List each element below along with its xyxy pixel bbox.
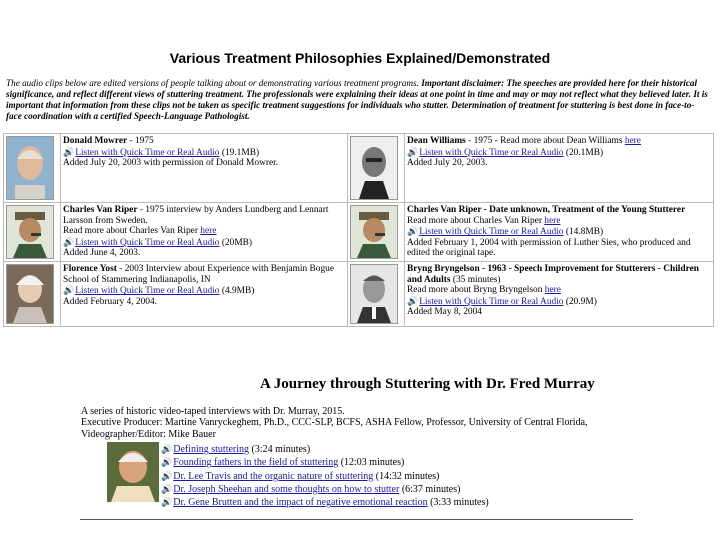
entry-description: - 1975 interview by Anders Lundberg and Lennart Larsson from Sweden.: [63, 205, 329, 226]
read-more-text: Read more about Charles Van Riper: [63, 226, 201, 237]
speaker-icon: 🔊: [161, 497, 173, 508]
file-size: (20.1MB): [565, 147, 604, 158]
video-list: [161, 443, 489, 509]
speaker-name: Charles Van Riper: [63, 205, 138, 215]
read-more-text: Read more about Bryng Bryngelson: [407, 285, 545, 296]
photo-cell: [4, 262, 61, 327]
video-duration: (6:37 minutes): [401, 483, 461, 495]
photo-cell: [348, 262, 405, 327]
photo-cell: [348, 203, 405, 262]
list-item: [161, 443, 489, 456]
entry-description: - 1975 - Read more about Dean Williams: [465, 136, 625, 146]
listen-link[interactable]: Listen with Quick Time or Real Audio: [419, 227, 564, 238]
read-more-link[interactable]: here: [624, 136, 641, 146]
entry-description: (35 minutes): [450, 274, 501, 285]
divider: [80, 519, 633, 520]
speaker-icon: 🔊: [407, 226, 419, 237]
speaker-icon: 🔊: [63, 285, 75, 296]
portrait-photo: [350, 205, 398, 259]
added-date: Added February 4, 2004.: [63, 296, 157, 307]
video-duration: (14:32 minutes): [375, 470, 440, 482]
listen-link[interactable]: Listen with Quick Time or Real Audio: [75, 237, 220, 248]
speaker-name: Donald Mowrer: [63, 136, 128, 146]
video-link[interactable]: Dr. Lee Travis and the organic nature of stuttering: [173, 470, 374, 482]
murray-photo: [107, 442, 159, 502]
disclaimer-label: Important disclaimer:: [421, 78, 505, 88]
list-item: [161, 496, 489, 509]
table-row: [4, 134, 714, 203]
table-row: [4, 262, 714, 327]
clip-entry: [405, 203, 714, 262]
speaker-name: Dean Williams: [407, 136, 466, 146]
read-more-link[interactable]: here: [544, 285, 561, 296]
video-link[interactable]: Founding fathers in the field of stuttering: [173, 457, 339, 469]
section-title: A Journey through Stuttering with Dr. Fred Murray: [260, 376, 595, 392]
clip-entry: [61, 262, 348, 327]
file-size: (4.9MB): [221, 286, 255, 297]
video-duration: (3:33 minutes): [430, 497, 489, 509]
video-link[interactable]: Defining stuttering: [173, 444, 250, 455]
table-row: [4, 203, 714, 262]
video-duration: (12:03 minutes): [340, 457, 405, 469]
added-date: Added June 4, 2003.: [63, 248, 141, 259]
speaker-name: Florence Yost: [63, 264, 117, 274]
photo-cell: [4, 134, 61, 203]
read-more-link[interactable]: here: [200, 226, 217, 237]
video-duration: (3:24 minutes): [251, 444, 311, 455]
list-item: [161, 470, 489, 483]
intro-paragraph: [6, 78, 710, 122]
intro-rest: The speeches are provided here for their historical significance, and reflect different views of stuttering treatment. The professionals were explaining their ideas at one point in time and may or may not reflect what they believed later. It is important that information from these clips not be taken as specific treatment suggestions for individuals who stutter. Determination of treatment for stuttering is best done in face-to-face coordination with a certified Speech-Language Pathologist.: [6, 78, 708, 121]
speaker-icon: 🔊: [63, 236, 75, 247]
read-more-link[interactable]: here: [544, 215, 561, 226]
read-more-text: Read more about Charles Van Riper: [407, 215, 545, 226]
clip-entry: [405, 134, 714, 203]
portrait-photo: [350, 264, 398, 324]
producer-line: Executive Producer: Martine Vanryckeghem, Ph.D., CCC-SLP, BCFS, ASHA Fellow, Professor, University of Central Florida,: [81, 417, 588, 429]
listen-link[interactable]: Listen with Quick Time or Real Audio: [419, 147, 564, 158]
clip-entry: [405, 262, 714, 327]
photo-cell: [4, 203, 61, 262]
video-link[interactable]: Dr. Joseph Sheehan and some thoughts on how to stutter: [173, 483, 400, 495]
list-item: [161, 483, 489, 496]
section-title: Various Treatment Philosophies Explained/Demonstrated: [169, 50, 551, 66]
added-date: Added February 1, 2004 with permission of Luther Sies, who produced and edited the original tape.: [407, 237, 691, 259]
entry-description: - 2003 Interview about Experience with Benjamin Bogue School of Stammering Indianapolis, IN: [63, 264, 335, 285]
series-description: [81, 406, 641, 440]
speaker-icon: 🔊: [161, 483, 173, 494]
speaker-icon: 🔊: [407, 295, 419, 306]
speaker-icon: 🔊: [63, 146, 75, 157]
added-date: Added May 8, 2004: [407, 307, 482, 318]
speaker-name: Charles Van Riper: [407, 205, 482, 215]
entry-description: - Date unknown, Treatment of the Young Stutterer: [481, 205, 686, 215]
file-size: (20.9M): [565, 296, 597, 307]
intro-lead: The audio clips below are edited versions of people talking about or demonstrating various treatment programs.: [6, 78, 419, 88]
list-item: [161, 456, 489, 469]
video-link[interactable]: Dr. Gene Brutten and the impact of negative emotional reaction: [173, 497, 428, 509]
portrait-photo: [6, 264, 54, 324]
added-date: Added July 20, 2003 with permission of Donald Mowrer.: [63, 158, 279, 169]
file-size: (19.1MB): [221, 147, 260, 158]
added-date: Added July 20, 2003.: [407, 158, 488, 169]
file-size: (20MB): [221, 237, 253, 248]
portrait-photo: [6, 136, 54, 200]
clip-entry: [61, 134, 348, 203]
entry-description: - 1975: [127, 136, 154, 146]
portrait-photo: [6, 205, 54, 259]
speaker-icon: 🔊: [161, 444, 173, 454]
listen-link[interactable]: Listen with Quick Time or Real Audio: [419, 296, 564, 307]
clip-entry: [61, 203, 348, 262]
speaker-icon: 🔊: [161, 457, 173, 468]
speaker-name: Bryng Bryngelson - 1963 - Speech Improvement for Stutterers - Children and Adults: [407, 264, 699, 285]
file-size: (14.8MB): [565, 227, 604, 238]
speaker-icon: 🔊: [161, 470, 173, 481]
audio-clips-table: [3, 133, 714, 327]
photo-cell: [348, 134, 405, 203]
listen-link[interactable]: Listen with Quick Time or Real Audio: [75, 147, 220, 158]
speaker-icon: 🔊: [407, 146, 419, 157]
listen-link[interactable]: Listen with Quick Time or Real Audio: [75, 286, 220, 297]
editor-line: Videographer/Editor: Mike Bauer: [81, 428, 216, 440]
portrait-photo: [350, 136, 398, 200]
series-line: A series of historic video-taped interviews with Dr. Murray, 2015.: [81, 406, 345, 417]
